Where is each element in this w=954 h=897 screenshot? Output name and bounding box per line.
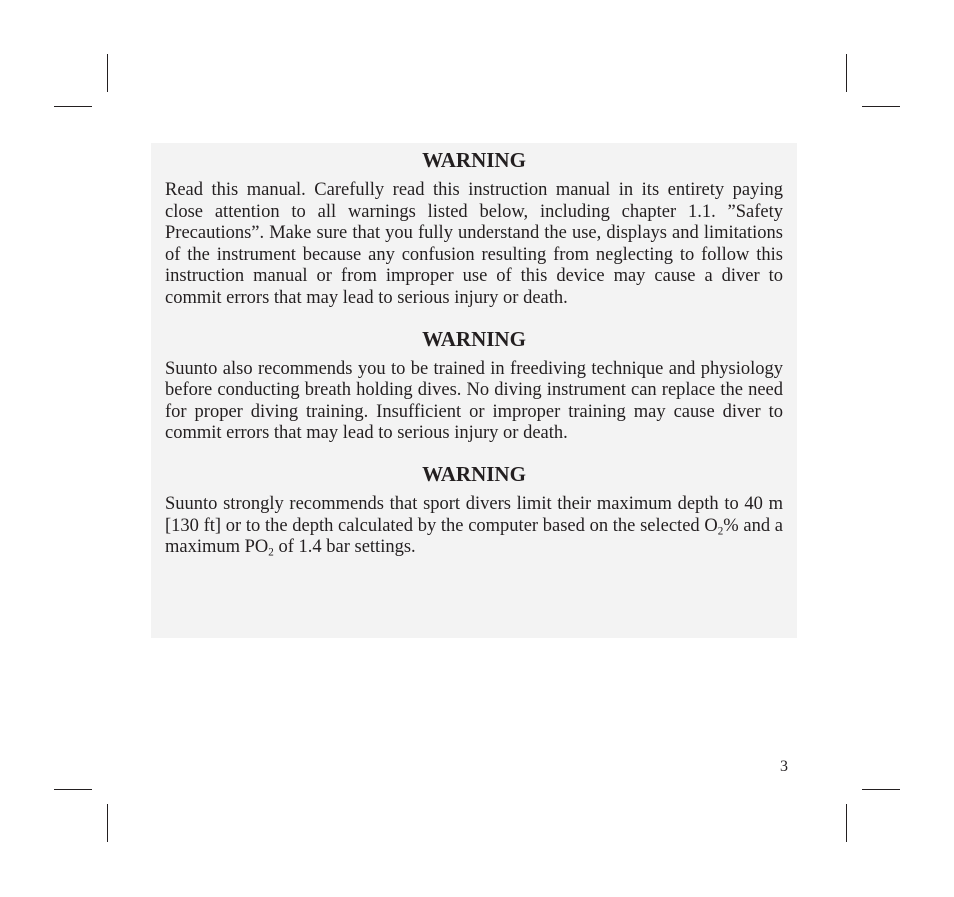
warning-title: WARNING	[422, 461, 526, 486]
warning-text: Suunto also recommends you to be trained in freediving technique and physiology before conducting breath holding dives. No diving instrument can replace the need for proper diving training. Insufficient or improper training may cause diver to commit errors that may lead to serious injury or death.	[165, 358, 783, 444]
page-number: 3	[780, 758, 788, 775]
crop-mark-bottom-right-horizontal	[862, 789, 900, 790]
crop-mark-bottom-left-vertical	[107, 804, 108, 842]
crop-mark-top-right-horizontal	[862, 106, 900, 107]
subscript: 2	[717, 524, 724, 537]
crop-mark-top-left-vertical	[107, 54, 108, 92]
crop-mark-top-right-vertical	[846, 54, 847, 92]
warning-section-3	[165, 461, 783, 559]
warning-title: WARNING	[422, 148, 526, 172]
crop-mark-bottom-left-horizontal	[54, 789, 92, 790]
warning-section-1	[165, 147, 783, 310]
crop-mark-top-left-horizontal	[54, 106, 92, 107]
warning-section-2	[165, 326, 783, 445]
warning-text-part: of 1.4 bar settings.	[273, 537, 416, 558]
subscript: 2	[268, 546, 274, 559]
warning-text-part: % and a maximum PO	[165, 515, 783, 558]
warning-title: WARNING	[422, 326, 526, 351]
crop-mark-bottom-right-vertical	[846, 804, 847, 842]
warning-text	[165, 494, 783, 559]
warning-text-part: Suunto strongly recommends that sport divers limit their maximum depth to 40 m [130 ft] or to the depth calculated by the computer based on the selected O	[165, 493, 783, 536]
warning-text: Read this manual. Carefully read this instruction manual in its entirety paying close attention to all warnings listed below, including chapter 1.1. ”Safety Precautions”. Make sure that you fully understand the use, displays and limitations of the instrument because any confusion resulting from neglecting to follow this instruction manual or from improper use of this device may cause a diver to commit errors that may lead to serious injury or death.	[165, 180, 783, 308]
warnings-panel	[151, 143, 797, 638]
